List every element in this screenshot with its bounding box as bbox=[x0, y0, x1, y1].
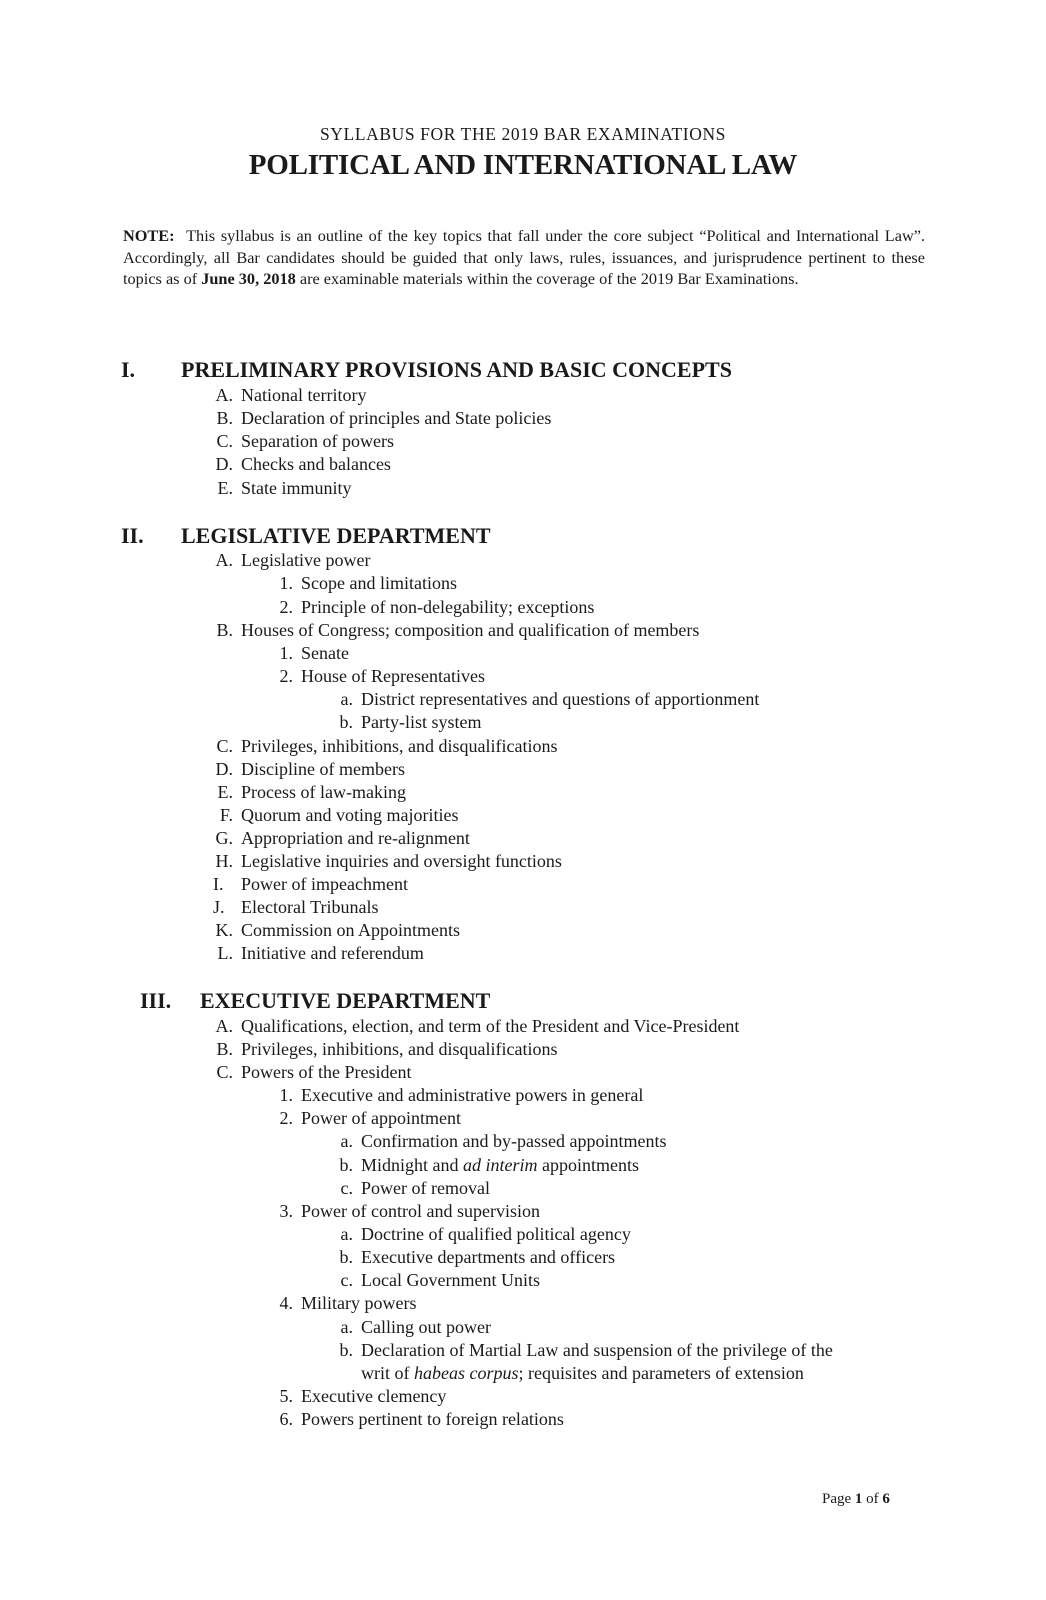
section-numeral: I. bbox=[121, 357, 136, 382]
note-paragraph bbox=[123, 225, 925, 290]
section-numeral: II. bbox=[121, 523, 144, 548]
section-numeral: III. bbox=[140, 988, 172, 1013]
note-label: NOTE: bbox=[123, 226, 175, 245]
note-date: June 30, 2018 bbox=[201, 269, 296, 289]
section-title: LEGISLATIVE DEPARTMENT bbox=[181, 523, 491, 548]
document-page: SYLLABUS FOR THE 2019 BAR EXAMINATIONS POLITICAL AND INTERNATIONAL LAW NOTE: This syllabus is an outline of the key topics that fall under the core subject “Political and International Law”. Accordingly, all Bar candidates should be guided that only laws, rules, issuances, and jurisprudence pertinent to these topics as of June 30, 2018 are examinable materials within the coverage of the 2019 Bar Examinations. I. PRELIMINARY PROVISIONS AND BASIC CONCEPTS A. National territory B. Declaration of principles and State policies C. Separation of powers D. Checks and balances E. State immunity II. LEGISLATIVE DEPARTMENT A. Legislative power 1. Scope and limitations 2. Principle of non-delegability; exceptions B. Houses of Congress; composition and qualification of members 1. Senate 2. House of Representatives a. District representatives and questions of apportionment b. Party-list system C. Privileges, inhibitions, and disqualifications D. Discipline of members E. Process of law-making F. Quorum and voting majorities G. Appropriation and re-alignment H. Legislative inquiries and oversight functions I. Power of impeachment J. Electoral Tribunals K. Commission on Appointments L. Initiative and referendum III. EXECUTIVE DEPARTMENT A. Qualifications, election, and term of the President and Vice-President B. Privileges, inhibitions, and disqualifications C. Powers of the President 1. Executive and administrative powers in general 2. Power of appointment a. Confirmation and by-passed appointments b. Midnight and ad interim appointments c. Power of removal 3. Power of control and supervision a. Doctrine of qualified political agency b. Executive departments and officers c. Local Government Units 4. Military powers a. Calling out power b. Declaration of Martial Law and suspension of the privilege of the writ of habeas corpus; requisites and parameters of extension 5. Executive clemency 6. Powers pertinent to foreign relations Page 1 of 6 bbox=[0, 0, 1046, 1600]
page-title: POLITICAL AND INTERNATIONAL LAW bbox=[248, 149, 798, 181]
section-title: PRELIMINARY PROVISIONS AND BASIC CONCEPTS bbox=[181, 357, 732, 382]
syllabus-subtitle: SYLLABUS FOR THE 2019 BAR EXAMINATIONS bbox=[319, 124, 727, 144]
page-number: Page 1 of 6 bbox=[822, 1491, 890, 1507]
section-title: EXECUTIVE DEPARTMENT bbox=[200, 988, 491, 1013]
note-text-after: are examinable materials within the coverage of the 2019 Bar Examinations. bbox=[295, 269, 799, 289]
note-text-before: This syllabus is an outline of the key topics that fall under the core subject “Political and International Law”. Accordingly, all Bar candidates should be guided that only laws, rules, issuances, and jurisprudence pertinent to these topics as of bbox=[123, 226, 926, 289]
